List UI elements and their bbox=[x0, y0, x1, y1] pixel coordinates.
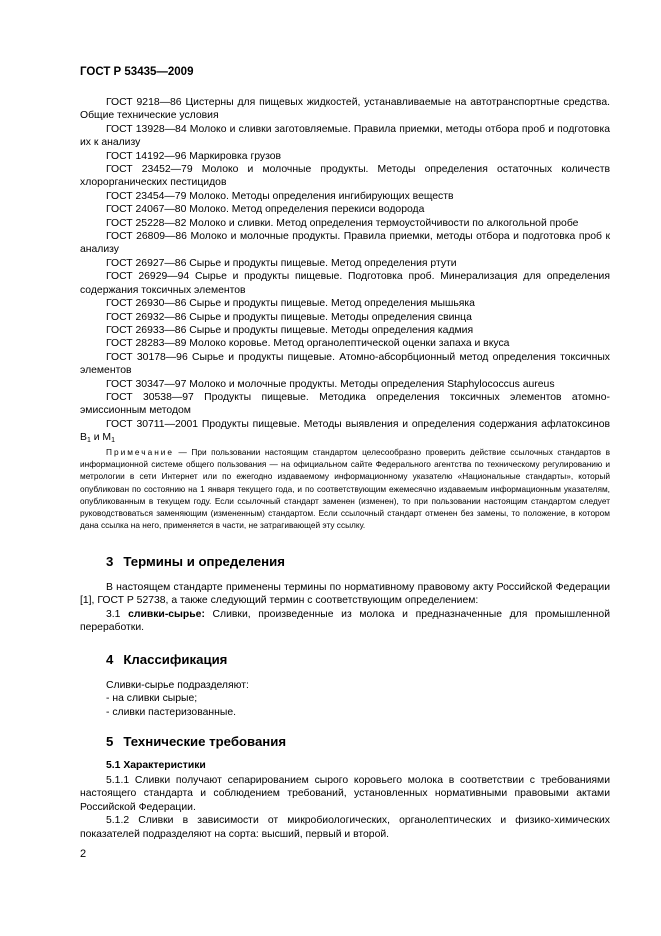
note-paragraph bbox=[80, 446, 610, 531]
reference-item: ГОСТ 26930—86 Сырье и продукты пищевые. Метод определения мышьяка bbox=[106, 298, 475, 310]
section-title: Термины и определения bbox=[123, 554, 285, 569]
reference-item: ГОСТ 30538—97 Продукты пищевые. Методика определения токсичных элементов атомно-эмиссионным методом bbox=[80, 391, 610, 417]
reference-item: ГОСТ 30347—97 Молоко и молочные продукты. Методы определения Staphylococcus aureus bbox=[106, 378, 555, 390]
page-number: 2 bbox=[80, 848, 87, 860]
reference-item: ГОСТ 28283—89 Молоко коровье. Метод органолептической оценки запаха и вкуса bbox=[106, 338, 510, 350]
clause-5-1-2: 5.1.2 Сливки в зависимости от микробиологических, органолептических и физико-химических показателей подразделяют на сорта: высший, первый и второй. bbox=[80, 815, 610, 840]
section-5-body bbox=[80, 774, 610, 841]
document-header: ГОСТ Р 53435—2009 bbox=[80, 66, 194, 78]
reference-item: ГОСТ 26932—86 Сырье и продукты пищевые. Методы определения свинца bbox=[106, 311, 472, 323]
reference-item: ГОСТ 23454—79 Молоко. Методы определения ингибирующих веществ bbox=[106, 190, 454, 202]
term-definition bbox=[80, 608, 610, 635]
note-text: — При пользовании настоящим стандартом целесообразно проверить действие ссылочных стандартов в информационной системе общего пользования — на официальном сайте Федерального агентства по техническому регулированию и метрологии в сети Интернет или по ежегодно издаваемому информационному указателю «Национальные стандарты», который опубликован по состоянию на 1 января текущего года, и по соответствующим ежемесячно издаваемым информационным указателям, опубликованным в текущем году. Если ссылочный стандарт заменен (изменен), то при пользовании настоящим стандартом следует руководствоваться заменяющим (измененным) стандартом. Если ссылочный стандарт отменен без замены, то положение, в котором дана ссылка на него, применяется в части, не затрагивающей эту ссылку. bbox=[80, 447, 610, 531]
reference-text: и M bbox=[90, 432, 112, 444]
classification-line: Сливки-сырье подразделяют: bbox=[106, 680, 249, 691]
section-number: 5 bbox=[106, 734, 114, 749]
section-3-heading bbox=[106, 554, 285, 569]
reference-item: ГОСТ 13928—84 Молоко и сливки заготовляемые. Правила приемки, методы отбора проб и подготовка их к анализу bbox=[80, 123, 610, 149]
reference-item: ГОСТ 26929—94 Сырье и продукты пищевые. Подготовка проб. Минерализация для определения содержания токсичных элементов bbox=[80, 271, 610, 296]
reference-item: ГОСТ 23452—79 Молоко и молочные продукты. Методы определения остаточных количеств хлорорганических пестицидов bbox=[80, 164, 610, 189]
reference-item: ГОСТ 25228—82 Молоко и сливки. Метод определения термоустойчивости по алкогольной пробе bbox=[106, 217, 579, 229]
subscript: 1 bbox=[86, 437, 91, 445]
reference-item: ГОСТ 26809—86 Молоко и молочные продукты. Правила приемки, методы отбора и подготовка проб к анализу bbox=[80, 231, 610, 256]
reference-item: ГОСТ 26933—86 Сырье и продукты пищевые. Методы определения кадмия bbox=[106, 324, 474, 336]
reference-item: ГОСТ 30178—96 Сырье и продукты пищевые. Атомно-абсорбционный метод определения токсичных элементов bbox=[80, 351, 610, 377]
section-number: 3 bbox=[106, 554, 114, 569]
normative-references bbox=[80, 96, 610, 448]
classification-line: - сливки пастеризованные. bbox=[106, 706, 236, 718]
section-number: 4 bbox=[106, 652, 114, 667]
reference-item: ГОСТ 26927—86 Сырье и продукты пищевые. Метод определения ртути bbox=[106, 257, 457, 269]
term-text: Сливки, произведенные из молока и предназначенные для промышленной переработки. bbox=[80, 608, 610, 634]
section-3-intro: В настоящем стандарте применены термины по нормативному правовому акту Российской Федерации [1], ГОСТ Р 52738, а также следующий термин с соответствующим определением: bbox=[80, 582, 610, 607]
reference-item: ГОСТ 24067—80 Молоко. Метод определения перекиси водорода bbox=[106, 204, 425, 216]
clause-5-1-1: 5.1.1 Сливки получают сепарированием сырого коровьего молока в соответствии с требованиями настоящего стандарта и соблюдением требований, установленных нормативными правовыми актами Российской Федерации. bbox=[80, 775, 610, 813]
section-title: Классификация bbox=[123, 652, 228, 667]
reference-text: ГОСТ 30711—2001 Продукты пищевые. Методы выявления и определения содержания афлатоксинов B bbox=[80, 418, 610, 444]
reference-item: ГОСТ 14192—96 Маркировка грузов bbox=[106, 150, 282, 162]
subsection-5-1-heading: 5.1 Характеристики bbox=[106, 760, 206, 771]
reference-item-last bbox=[80, 418, 610, 448]
section-3-body bbox=[80, 581, 610, 635]
reference-item: ГОСТ 9218—86 Цистерны для пищевых жидкостей, устанавливаемые на автотранспортные средства. Общие технические условия bbox=[80, 97, 610, 122]
classification-line: - на сливки сырые; bbox=[106, 693, 198, 705]
section-5-heading bbox=[106, 734, 286, 749]
term-name: сливки-сырье: bbox=[128, 608, 205, 620]
note-label: Примечание bbox=[106, 447, 175, 457]
section-title: Технические требования bbox=[123, 734, 287, 749]
section-4-heading bbox=[106, 652, 227, 667]
subscript: 1 bbox=[111, 437, 115, 445]
section-4-body bbox=[80, 679, 610, 719]
term-number: 3.1 bbox=[106, 608, 121, 620]
